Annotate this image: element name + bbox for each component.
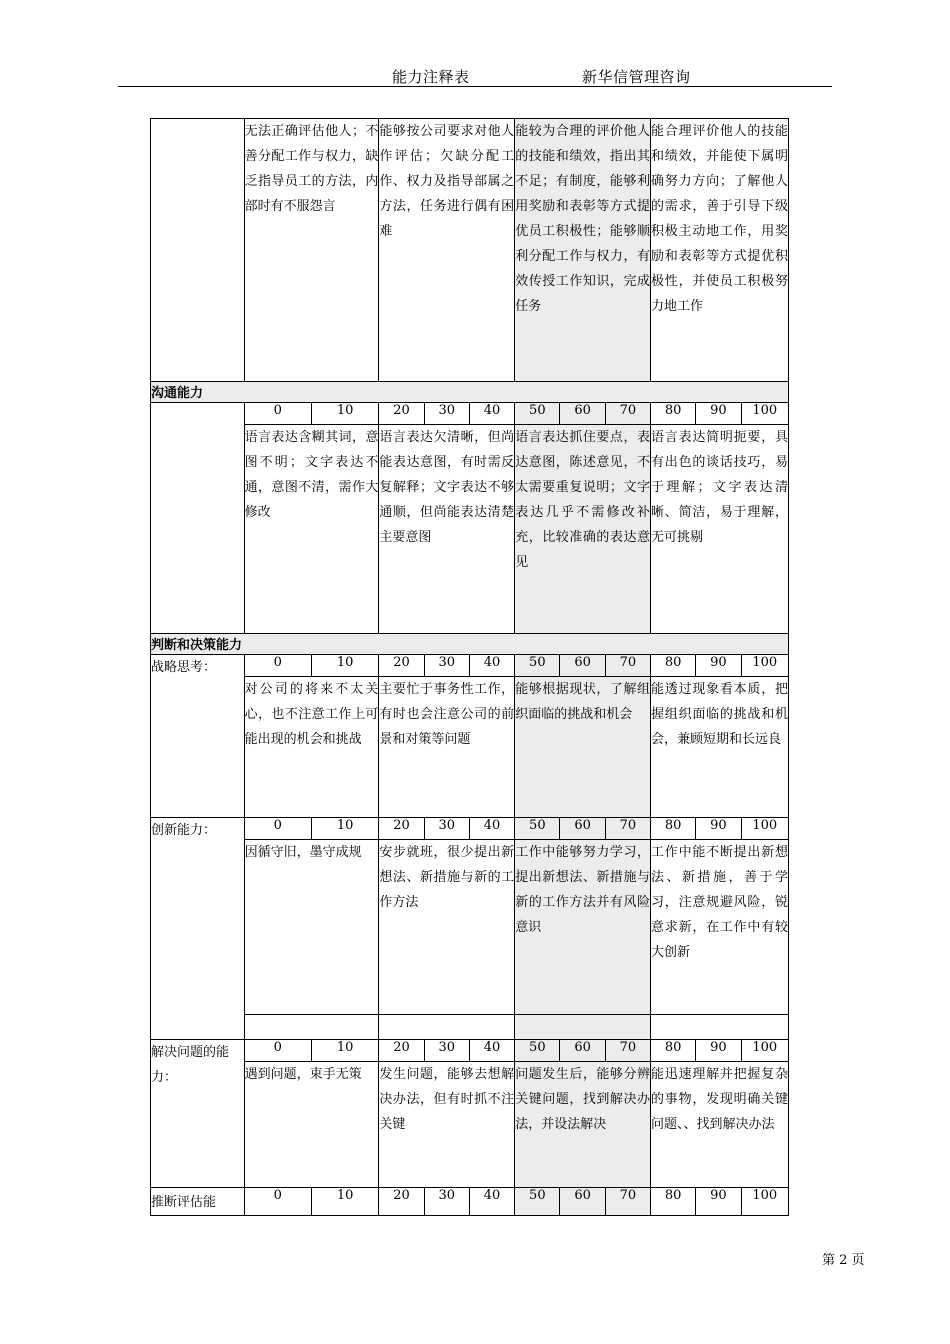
score-90: 90 — [696, 1040, 741, 1062]
score-100: 100 — [741, 403, 788, 425]
score-70: 70 — [605, 1188, 650, 1216]
score-20: 20 — [379, 1040, 424, 1062]
score-20: 20 — [379, 655, 424, 677]
level-2-description: 安步就班，很少提出新想法、新措施与新的工作方法 — [379, 840, 515, 1015]
level-3-description: 能较为合理的评价他人的技能和绩效，指出其不足；有制度，能够利用奖励和表彰等方式提优员工积极性；能够顺利分配工作与权力，有效传授工作知识，完成任务 — [515, 119, 651, 382]
score-0: 0 — [244, 403, 311, 425]
score-0: 0 — [244, 818, 311, 840]
score-50: 50 — [515, 818, 560, 840]
table-row — [151, 119, 789, 382]
score-0: 0 — [244, 1040, 311, 1062]
section-title-judgment: 判断和决策能力 — [151, 634, 789, 655]
score-90: 90 — [696, 818, 741, 840]
score-40: 40 — [469, 655, 514, 677]
score-30: 30 — [424, 1040, 469, 1062]
score-70: 70 — [605, 655, 650, 677]
level-3-description: 能够根据现状，了解组织面临的挑战和机会 — [515, 677, 651, 818]
score-80: 80 — [651, 1040, 696, 1062]
score-20: 20 — [379, 1188, 424, 1216]
header-title: 能力注释表 — [392, 68, 470, 86]
sub-label-inference: 推断评估能 — [151, 1188, 245, 1216]
score-10: 10 — [311, 1040, 378, 1062]
score-10: 10 — [311, 818, 378, 840]
score-30: 30 — [424, 655, 469, 677]
section-header-row — [151, 634, 789, 655]
score-90: 90 — [696, 1188, 741, 1216]
level-2-description: 发生问题，能够去想解决办法，但有时抓不注关键 — [379, 1062, 515, 1188]
empty-cell — [651, 1015, 789, 1040]
header-company: 新华信管理咨询 — [582, 68, 691, 86]
score-100: 100 — [741, 818, 788, 840]
section-title-communication: 沟通能力 — [151, 382, 789, 403]
level-1-description: 遇到问题，束手无策 — [244, 1062, 379, 1188]
empty-cell — [515, 1015, 651, 1040]
score-row — [151, 1040, 789, 1062]
label-cell — [151, 119, 245, 382]
description-row — [151, 425, 789, 634]
level-4-description: 能迅速理解并把握复杂的事物，发现明确关键问题、、找到解决办法 — [651, 1062, 789, 1188]
level-4-description: 能透过现象看本质，把握组织面临的挑战和机会，兼顾短期和长远良 — [651, 677, 789, 818]
level-1-description: 对公司的将来不太关心，也不注意工作上可能出现的机会和挑战 — [244, 677, 379, 818]
score-80: 80 — [651, 1188, 696, 1216]
score-80: 80 — [651, 403, 696, 425]
level-1-description: 因循守旧，墨守成规 — [244, 840, 379, 1015]
score-60: 60 — [560, 655, 605, 677]
score-60: 60 — [560, 403, 605, 425]
score-50: 50 — [515, 1188, 560, 1216]
header-rule — [118, 86, 832, 87]
level-2-description: 能够按公司要求对他人作评估；欠缺分配工作、权力及指导部属之方法，任务进行偶有困难 — [379, 119, 515, 382]
level-1-description: 无法正确评估他人；不善分配工作与权力，缺乏指导员工的方法，内部时有不服怨言 — [244, 119, 379, 382]
empty-cell — [244, 1015, 379, 1040]
score-row — [151, 818, 789, 840]
description-row — [151, 1062, 789, 1188]
score-20: 20 — [379, 818, 424, 840]
score-20: 20 — [379, 403, 424, 425]
level-2-description: 语言表达欠清晰，但尚能表达意图，有时需反复解释；文字表达不够通顺，但尚能表达清楚主要意图 — [379, 425, 515, 634]
level-1-description: 语言表达含糊其词，意图不明；文字表达不通，意图不清，需作大修改 — [244, 425, 379, 634]
score-70: 70 — [605, 1040, 650, 1062]
spacer-row — [151, 1015, 789, 1040]
level-4-description: 语言表达简明扼要，具有出色的谈话技巧，易于理解；文字表达清晰、简洁，易于理解，无可挑剔 — [651, 425, 789, 634]
score-row — [151, 655, 789, 677]
score-30: 30 — [424, 1188, 469, 1216]
empty-cell — [379, 1015, 515, 1040]
score-row — [151, 1188, 789, 1216]
sub-label-innovation: 创新能力： — [151, 818, 245, 1040]
label-cell — [151, 403, 245, 634]
score-70: 70 — [605, 403, 650, 425]
section-header-row — [151, 382, 789, 403]
score-10: 10 — [311, 403, 378, 425]
level-2-description: 主要忙于事务性工作，有时也会注意公司的前景和对策等问题 — [379, 677, 515, 818]
score-10: 10 — [311, 655, 378, 677]
score-40: 40 — [469, 403, 514, 425]
level-3-description: 语言表达抓住要点，表达意图，陈述意见，不太需要重复说明；文字表达几乎不需修改补充，比较准确的表达意见 — [515, 425, 651, 634]
score-10: 10 — [311, 1188, 378, 1216]
score-90: 90 — [696, 655, 741, 677]
score-60: 60 — [560, 1188, 605, 1216]
score-60: 60 — [560, 1040, 605, 1062]
score-100: 100 — [741, 1188, 788, 1216]
score-100: 100 — [741, 1040, 788, 1062]
score-50: 50 — [515, 655, 560, 677]
level-4-description: 能合理评价他人的技能和绩效，并能使下属明确努力方向；了解他人的需求，善于引导下级积极主动地工作，用奖励和表彰等方式提优积极性，并使员工积极努力地工作 — [651, 119, 789, 382]
description-row — [151, 840, 789, 1015]
level-4-description: 工作中能不断提出新想法、新措施，善于学习，注意规避风险，锐意求新，在工作中有较大创新 — [651, 840, 789, 1015]
score-80: 80 — [651, 818, 696, 840]
score-40: 40 — [469, 818, 514, 840]
score-80: 80 — [651, 655, 696, 677]
score-30: 30 — [424, 818, 469, 840]
page-number: 第 2 页 — [822, 1253, 865, 1268]
score-40: 40 — [469, 1040, 514, 1062]
score-70: 70 — [605, 818, 650, 840]
score-60: 60 — [560, 818, 605, 840]
level-3-description: 工作中能够努力学习，提出新想法、新措施与新的工作方法并有风险意识 — [515, 840, 651, 1015]
level-3-description: 问题发生后，能够分辨关键问题，找到解决办法，并设法解决 — [515, 1062, 651, 1188]
sub-label-problem-solving: 解决问题的能力： — [151, 1040, 245, 1188]
competency-table — [150, 118, 789, 1216]
sub-label-strategic: 战略思考： — [151, 655, 245, 818]
score-50: 50 — [515, 1040, 560, 1062]
description-row — [151, 677, 789, 818]
score-50: 50 — [515, 403, 560, 425]
score-0: 0 — [244, 655, 311, 677]
score-100: 100 — [741, 655, 788, 677]
score-40: 40 — [469, 1188, 514, 1216]
score-row — [151, 403, 789, 425]
score-30: 30 — [424, 403, 469, 425]
score-0: 0 — [244, 1188, 311, 1216]
score-90: 90 — [696, 403, 741, 425]
